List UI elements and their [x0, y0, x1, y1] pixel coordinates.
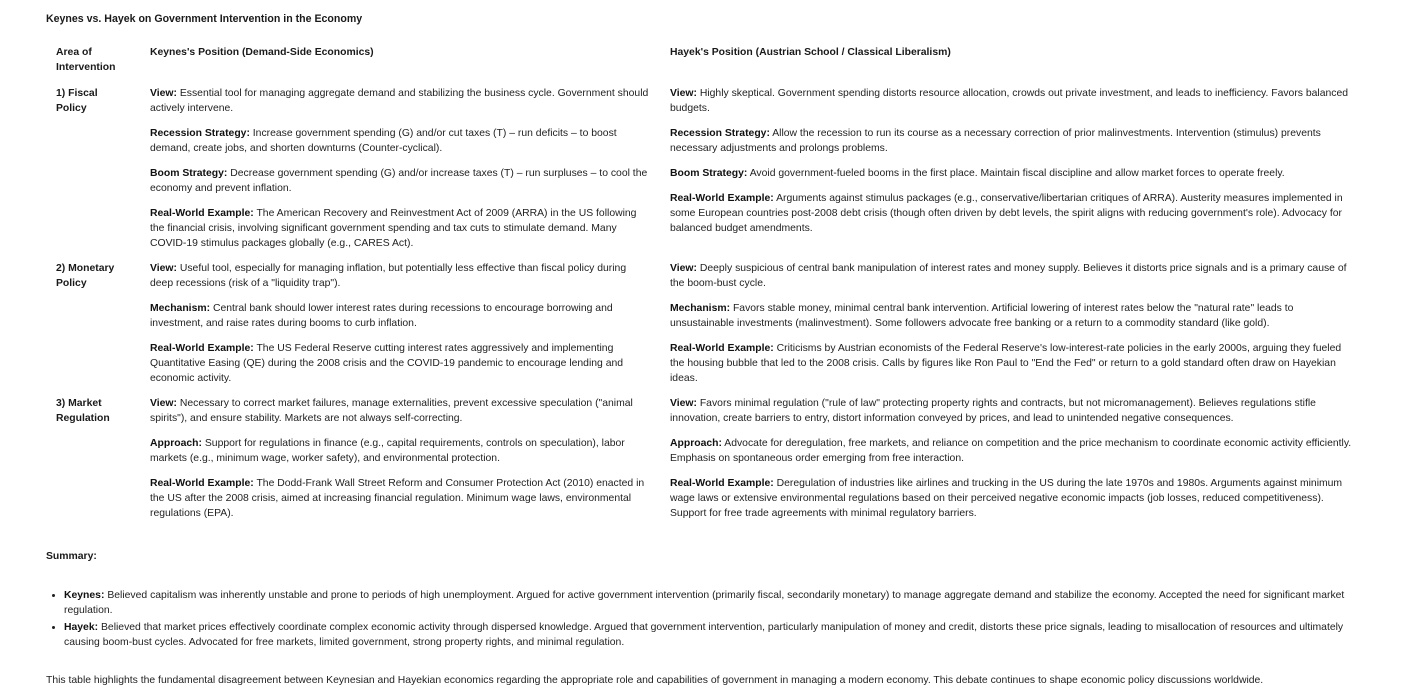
- keynes-cell: [140, 261, 660, 396]
- area-cell: 1) Fiscal Policy: [56, 88, 98, 114]
- entry-label: Boom Strategy:: [670, 168, 748, 179]
- entry-text: Support for regulations in finance (e.g., capital requirements, controls on speculation), labor markets (e.g., minimum wage, worker safety), and environmental protection.: [150, 438, 625, 464]
- entry-label: Real-World Example:: [670, 478, 774, 489]
- summary-label: Hayek:: [64, 622, 99, 633]
- entry-text: Deeply suspicious of central bank manipulation of interest rates and money supply. Believes it distorts price signals and is a primary cause of the boom-bust cycle.: [670, 263, 1347, 289]
- keynes-entry: [150, 476, 650, 521]
- entry-text: Favors stable money, minimal central bank intervention. Artificial lowering of interest rates below the "natural rate" leads to unsustainable investments (malinvestment). Some followers advocate free banking or a return to a commodity standard (like gold).: [670, 303, 1294, 329]
- keynes-cell: [140, 86, 660, 261]
- entry-text: Advocate for deregulation, free markets, and reliance on competition and the price mechanism to coordinate economic activity efficiently. Emphasis on spontaneous order emerging from free interaction.: [670, 438, 1352, 464]
- table-row-monetary-policy: [46, 261, 1364, 396]
- keynes-entry: [150, 166, 650, 196]
- document-title: Keynes vs. Hayek on Government Intervention in the Economy: [46, 13, 363, 25]
- entry-text: Allow the recession to run its course as a necessary correction of prior malinvestments. Intervention (stimulus) prevents necessary adjustments and prolongs problems.: [670, 128, 1321, 154]
- entry-text: The American Recovery and Reinvestment Act of 2009 (ARRA) in the US following the financial crisis, involving significant government spending and tax cuts to stimulate demand. Many COVID-19 stimulus packages globally (e.g., CARES Act).: [150, 208, 637, 249]
- entry-text: Increase government spending (G) and/or cut taxes (T) – run deficits – to boost demand, create jobs, and shorten downturns (Counter-cyclical).: [150, 128, 617, 154]
- entry-label: View:: [150, 398, 177, 409]
- header-keynes: Keynes's Position (Demand-Side Economics): [150, 47, 374, 58]
- keynes-entry: [150, 261, 650, 291]
- entry-label: Mechanism:: [150, 303, 211, 314]
- hayek-cell: [660, 396, 1364, 531]
- entry-label: View:: [150, 88, 177, 99]
- entry-label: Recession Strategy:: [670, 128, 770, 139]
- entry-text: Useful tool, especially for managing inflation, but potentially less effective than fiscal policy during deep recessions (risk of a "liquidity trap").: [150, 263, 627, 289]
- summary-item-keynes: [64, 588, 1364, 618]
- summary-text: Believed that market prices effectively coordinate complex economic activity through dispersed knowledge. Argued that government intervention, particularly manipulation of money and credit, distorts these price signals, leading to misallocation of resources and ultimately causing boom-bust cycles. Advocated for free markets, limited government, strong property rights, and minimal regulation.: [64, 622, 1344, 648]
- entry-label: Approach:: [150, 438, 202, 449]
- entry-label: Boom Strategy:: [150, 168, 228, 179]
- hayek-entry: [670, 86, 1354, 116]
- keynes-entry: [150, 341, 650, 386]
- hayek-cell: [660, 86, 1364, 261]
- hayek-entry: [670, 476, 1354, 521]
- entry-text: Deregulation of industries like airlines and trucking in the US during the late 1970s and 1980s. Arguments against minimum wage laws or extensive environmental regulations based on their perceived negative economic impacts (job losses, reduced competitiveness). Support for free trade agreements with minimal regulatory barriers.: [670, 478, 1343, 519]
- summary-text: Believed capitalism was inherently unstable and prone to periods of high unemployment. Argued for active government intervention (primarily fiscal, secondarily monetary) to manage aggregate demand and stabilize the economy. Accepted the need for significant market regulation.: [64, 590, 1345, 616]
- keynes-entry: [150, 126, 650, 156]
- table-row-market-regulation: [46, 396, 1364, 531]
- area-cell: 2) Monetary Policy: [56, 263, 115, 289]
- closing-paragraph: This table highlights the fundamental disagreement between Keynesian and Hayekian economics regarding the appropriate role and capabilities of government in managing a modern economy. This debate continues to shape economic policy discussions worldwide.: [46, 675, 1264, 686]
- entry-label: Real-World Example:: [150, 208, 254, 219]
- summary-item-hayek: [64, 620, 1364, 650]
- entry-label: View:: [150, 263, 177, 274]
- keynes-cell: [140, 396, 660, 531]
- hayek-entry: [670, 341, 1354, 386]
- hayek-entry: [670, 301, 1354, 331]
- table-header-row: [46, 40, 1364, 86]
- entry-text: Necessary to correct market failures, manage externalities, prevent excessive speculation ("animal spirits"), and ensure stability. Markets are not always self-correcting.: [150, 398, 633, 424]
- entry-text: Favors minimal regulation ("rule of law" protecting property rights and contracts, but not micromanagement). Believes regulations stifle innovation, create barriers to entry, distort information conveyed by prices, and lead to unintended negative consequences.: [670, 398, 1316, 424]
- entry-text: The Dodd-Frank Wall Street Reform and Consumer Protection Act (2010) enacted in the US after the 2008 crisis, aimed at increasing financial regulation. Minimum wage laws, environmental regulations (EPA).: [150, 478, 645, 519]
- entry-text: Criticisms by Austrian economists of the Federal Reserve's low-interest-rate policies in the early 2000s, arguing they fueled the housing bubble that led to the 2008 crisis. Calls by figures like Ron Paul to "End the Fed" or return to a gold standard often draw on Hayekian ideas.: [670, 343, 1342, 384]
- entry-label: Real-World Example:: [150, 478, 254, 489]
- hayek-entry: [670, 191, 1354, 236]
- entry-label: Approach:: [670, 438, 722, 449]
- table-row-fiscal-policy: [46, 86, 1364, 261]
- hayek-entry: [670, 126, 1354, 156]
- keynes-entry: [150, 86, 650, 116]
- entry-text: Arguments against stimulus packages (e.g., conservative/libertarian critiques of ARRA). Austerity measures implemented in some European countries post-2008 debt crisis (though often driven by debt levels, the spirit aligns with reducing government's role). Advocacy for balanced budget amendments.: [670, 193, 1343, 234]
- area-cell: 3) Market Regulation: [56, 398, 110, 424]
- hayek-cell: [660, 261, 1364, 396]
- hayek-entry: [670, 436, 1354, 466]
- entry-text: Highly skeptical. Government spending distorts resource allocation, crowds out private investment, and leads to inefficiency. Favors balanced budgets.: [670, 88, 1349, 114]
- keynes-entry: [150, 436, 650, 466]
- entry-text: Central bank should lower interest rates during recessions to encourage borrowing and investment, and raise rates during booms to curb inflation.: [150, 303, 613, 329]
- entry-label: Real-World Example:: [670, 343, 774, 354]
- entry-label: View:: [670, 263, 697, 274]
- hayek-entry: [670, 261, 1354, 291]
- comparison-table: [46, 40, 1364, 531]
- summary-label: Keynes:: [64, 590, 105, 601]
- keynes-entry: [150, 301, 650, 331]
- entry-text: Decrease government spending (G) and/or increase taxes (T) – run surpluses – to cool the economy and prevent inflation.: [150, 168, 648, 194]
- entry-text: Avoid government-fueled booms in the first place. Maintain fiscal discipline and allow market forces to operate freely.: [747, 168, 1285, 179]
- entry-label: View:: [670, 398, 697, 409]
- hayek-entry: [670, 166, 1354, 181]
- entry-label: Real-World Example:: [670, 193, 774, 204]
- keynes-entry: [150, 396, 650, 426]
- header-area: Area of Intervention: [56, 47, 116, 73]
- entry-label: Mechanism:: [670, 303, 731, 314]
- entry-text: The US Federal Reserve cutting interest rates aggressively and implementing Quantitative Easing (QE) during the 2008 crisis and the COVID-19 pandemic to encourage lending and economic activity.: [150, 343, 624, 384]
- entry-label: Recession Strategy:: [150, 128, 250, 139]
- hayek-entry: [670, 396, 1354, 426]
- summary-list: [46, 588, 1364, 652]
- entry-label: View:: [670, 88, 697, 99]
- header-hayek: Hayek's Position (Austrian School / Classical Liberalism): [670, 47, 951, 58]
- entry-label: Real-World Example:: [150, 343, 254, 354]
- keynes-entry: [150, 206, 650, 251]
- summary-heading: Summary:: [46, 551, 97, 562]
- entry-text: Essential tool for managing aggregate demand and stabilizing the business cycle. Government should actively intervene.: [150, 88, 649, 114]
